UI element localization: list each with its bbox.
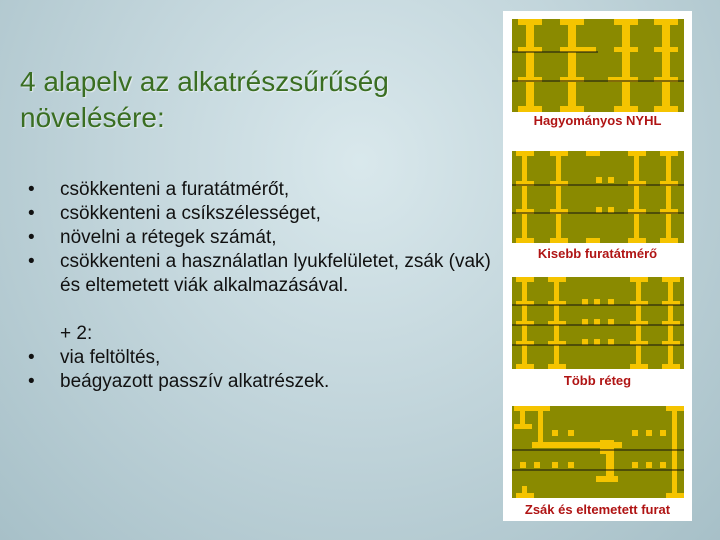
- bullet-text: beágyazott passzív alkatrészek.: [60, 371, 330, 392]
- bullet-text: csökkenteni a furatátmérőt,: [60, 179, 290, 200]
- bullet-dot: •: [28, 371, 35, 392]
- bullet-text: via feltöltés,: [60, 347, 161, 368]
- extra-heading: + 2:: [60, 323, 93, 344]
- pcb-cross-section-figure: [503, 11, 692, 521]
- bullet-dot: •: [28, 251, 35, 272]
- bullet-item: [28, 226, 498, 250]
- bullet-dot: •: [28, 347, 35, 368]
- slide-title: 4 alapelv az alkatrészsűrűség növelésére:: [20, 66, 389, 133]
- caption-traditional: Hagyományos NYHL: [533, 113, 662, 128]
- caption-more-layers: Több réteg: [563, 373, 632, 388]
- pcb-smaller-hole-drawing: [512, 151, 684, 243]
- bullet-text: csökkenteni a használatlan lyukfelületet, zsák (vak) és eltemetett viák alkalmazásával.: [60, 251, 491, 296]
- pcb-more-layers-drawing: [512, 277, 684, 369]
- bullet-item: [28, 250, 498, 298]
- bullet-dot: •: [28, 179, 35, 200]
- pcb-blind-buried-drawing: [512, 406, 684, 498]
- bullet-item: [28, 178, 498, 202]
- pcb-board-smaller-hole: [512, 151, 684, 243]
- bullet-dot: •: [28, 203, 35, 224]
- bullet-text: csökkenteni a csíkszélességet,: [60, 203, 321, 224]
- bullet-item: [28, 202, 498, 226]
- bullet-item: [28, 370, 498, 394]
- caption-smaller-hole: Kisebb furatátmérő: [537, 246, 658, 261]
- pcb-board-traditional: [512, 19, 684, 112]
- bullet-text: növelni a rétegek számát,: [60, 227, 277, 248]
- bullet-dot: •: [28, 227, 35, 248]
- bullet-item: [28, 346, 498, 370]
- bullet-list: [28, 178, 498, 394]
- pcb-board-more-layers: [512, 277, 684, 369]
- pcb-traditional-drawing: [512, 19, 684, 112]
- caption-blind-buried: Zsák és eltemetett furat: [524, 502, 671, 517]
- pcb-board-blind-buried: [512, 406, 684, 498]
